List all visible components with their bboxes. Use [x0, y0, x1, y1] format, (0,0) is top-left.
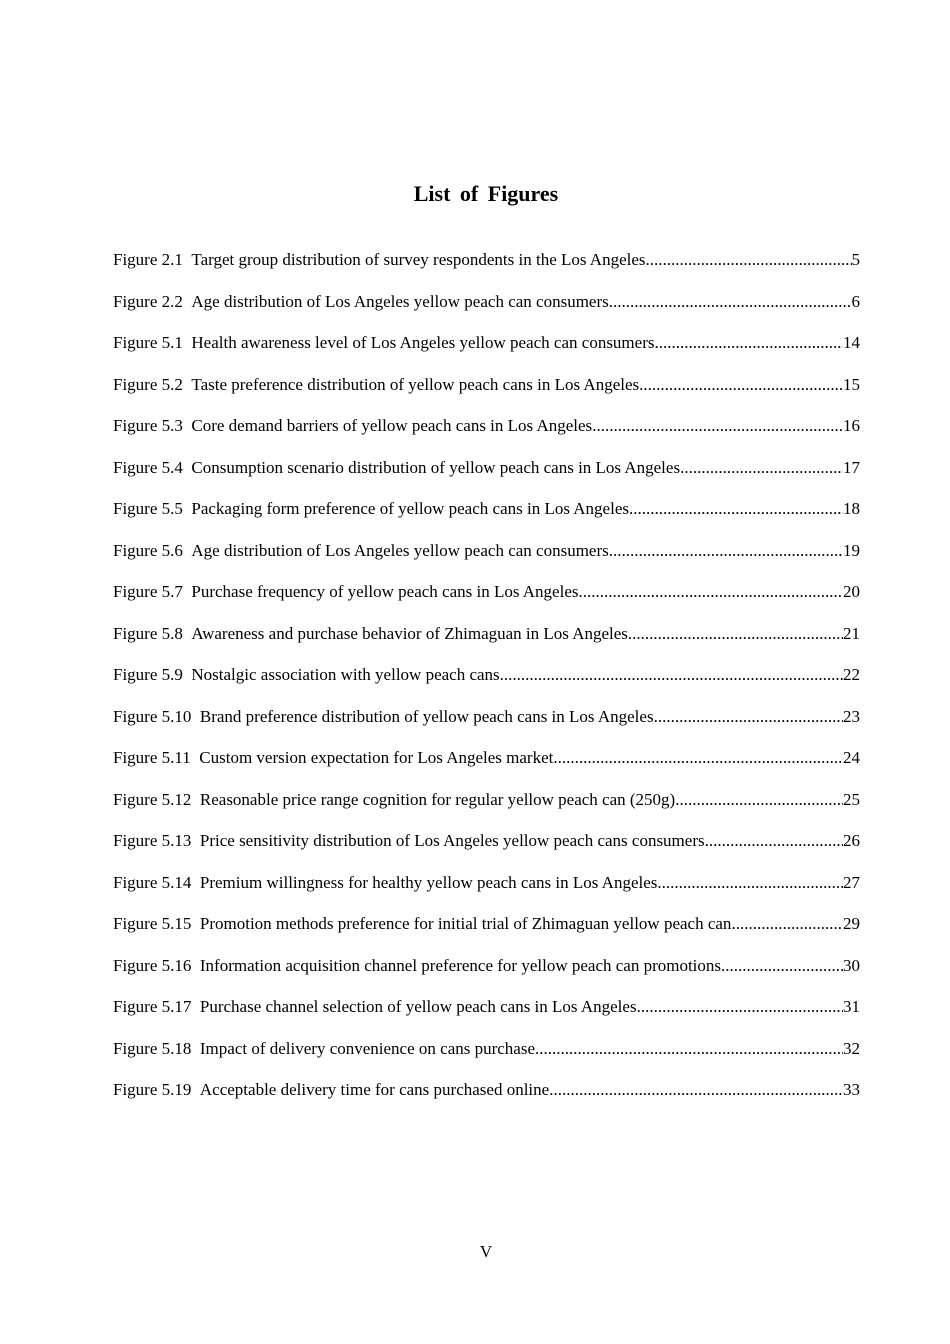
figure-page-number: 20 — [843, 582, 860, 601]
dot-leader — [535, 1037, 843, 1061]
page-number: V — [479, 1242, 493, 1261]
figure-title: Information acquisition channel preference for yellow peach can promotions — [199, 955, 722, 975]
figure-page-number: 23 — [843, 706, 860, 726]
figure-title: Nostalgic association with yellow peach cans — [191, 665, 500, 684]
figure-title: Packaging form preference of yellow peach cans in Los Angeles — [191, 499, 629, 518]
figure-number: Figure 5.8 — [113, 623, 183, 643]
figure-page-number: 18 — [843, 499, 860, 518]
figure-title: Health awareness level of Los Angeles yellow peach can consumers — [191, 333, 655, 352]
dot-leader — [721, 954, 843, 978]
figure-number: Figure 5.12 — [113, 789, 192, 809]
figure-entry[interactable] — [113, 331, 860, 373]
figure-title: Premium willingness for healthy yellow peach cans in Los Angeles — [199, 872, 658, 892]
figure-entry[interactable] — [113, 788, 860, 830]
figure-entry[interactable] — [113, 580, 860, 622]
figure-number: Figure 5.6 — [113, 540, 183, 560]
figure-entry[interactable] — [113, 746, 860, 788]
figure-entry[interactable] — [113, 373, 860, 415]
figure-entry[interactable] — [113, 871, 860, 913]
figure-entry[interactable] — [113, 290, 860, 332]
figure-number: Figure 5.2 — [113, 374, 183, 394]
figure-title: Purchase frequency of yellow peach cans in Los Angeles — [191, 582, 579, 601]
figure-title: Price sensitivity distribution of Los Angeles yellow peach cans consumers — [199, 831, 705, 850]
figure-entry[interactable] — [113, 539, 860, 581]
figure-number: Figure 2.1 — [113, 250, 183, 269]
figure-entry[interactable] — [113, 622, 860, 664]
dot-leader — [609, 290, 852, 314]
figure-entry[interactable] — [113, 248, 860, 290]
figure-page-number: 30 — [843, 955, 860, 975]
figure-title: Acceptable delivery time for cans purchased online — [199, 1080, 550, 1099]
figure-number: Figure 5.10 — [113, 706, 192, 726]
figure-number: Figure 5.16 — [113, 955, 192, 975]
figure-entry[interactable] — [113, 456, 860, 498]
figure-entry[interactable] — [113, 497, 860, 539]
page-title: List of Figures — [413, 181, 559, 206]
figure-page-number: 31 — [843, 997, 860, 1016]
dot-leader — [654, 705, 843, 729]
figure-entry[interactable] — [113, 995, 860, 1037]
figure-number: Figure 5.13 — [113, 831, 192, 850]
figure-page-number: 22 — [843, 665, 860, 684]
dot-leader — [578, 580, 843, 604]
figure-title: Purchase channel selection of yellow peach cans in Los Angeles — [199, 997, 637, 1016]
dot-leader — [705, 829, 843, 853]
dot-leader — [549, 1078, 843, 1102]
figure-number: Figure 5.4 — [113, 457, 183, 477]
figure-entry[interactable] — [113, 1037, 860, 1079]
figure-number: Figure 5.17 — [113, 997, 192, 1016]
figure-title: Age distribution of Los Angeles yellow peach can consumers — [191, 540, 609, 560]
dot-leader — [731, 912, 843, 936]
dot-leader — [629, 497, 843, 521]
figure-number: Figure 5.18 — [113, 1038, 192, 1058]
figure-number: Figure 5.15 — [113, 914, 192, 933]
figure-title: Promotion methods preference for initial trial of Zhimaguan yellow peach can — [199, 914, 732, 933]
figure-title: Custom version expectation for Los Angeles market — [199, 748, 554, 767]
figure-page-number: 17 — [843, 457, 860, 477]
dot-leader — [646, 248, 852, 272]
figure-page-number: 6 — [851, 291, 860, 311]
dot-leader — [637, 995, 843, 1019]
figure-title: Brand preference distribution of yellow peach cans in Los Angeles — [199, 706, 654, 726]
figure-entry[interactable] — [113, 663, 860, 705]
figure-page-number: 21 — [843, 623, 860, 643]
dot-leader — [553, 746, 843, 770]
figure-number: Figure 5.9 — [113, 665, 183, 684]
dot-leader — [500, 663, 843, 687]
figure-page-number: 19 — [843, 540, 860, 560]
figure-entry[interactable] — [113, 912, 860, 954]
figure-page-number: 24 — [843, 748, 860, 767]
figure-page-number: 26 — [843, 831, 860, 850]
figure-entry[interactable] — [113, 414, 860, 456]
figure-title: Awareness and purchase behavior of Zhimaguan in Los Angeles — [191, 623, 628, 643]
figure-number: Figure 5.1 — [113, 333, 183, 352]
figure-title: Consumption scenario distribution of yellow peach cans in Los Angeles — [191, 457, 681, 477]
figure-page-number: 33 — [843, 1080, 860, 1099]
figure-title: Reasonable price range cognition for regular yellow peach can (250g) — [199, 789, 676, 809]
figure-number: Figure 5.19 — [113, 1080, 192, 1099]
figure-list — [113, 248, 860, 1120]
dot-leader — [609, 539, 843, 563]
figure-title: Taste preference distribution of yellow peach cans in Los Angeles — [191, 374, 640, 394]
figure-page-number: 16 — [843, 416, 860, 435]
figure-page-number: 27 — [843, 872, 860, 892]
figure-page-number: 14 — [843, 333, 860, 352]
figure-entry[interactable] — [113, 705, 860, 747]
dot-leader — [657, 871, 843, 895]
figure-entry[interactable] — [113, 1078, 860, 1120]
figure-number: Figure 5.7 — [113, 582, 183, 601]
figure-number: Figure 5.5 — [113, 499, 183, 518]
dot-leader — [628, 622, 843, 646]
figure-number: Figure 5.11 — [113, 748, 191, 767]
dot-leader — [675, 788, 843, 812]
figure-title: Core demand barriers of yellow peach cans in Los Angeles — [191, 416, 593, 435]
figure-page-number: 5 — [851, 250, 860, 269]
figure-entry[interactable] — [113, 829, 860, 871]
dot-leader — [680, 456, 843, 480]
figure-page-number: 32 — [843, 1038, 860, 1058]
dot-leader — [639, 373, 843, 397]
figure-title: Impact of delivery convenience on cans purchase — [199, 1038, 536, 1058]
figure-page-number: 15 — [843, 374, 860, 394]
dot-leader — [592, 414, 843, 438]
figure-number: Figure 5.14 — [113, 872, 192, 892]
figure-number: Figure 2.2 — [113, 291, 183, 311]
figure-entry[interactable] — [113, 954, 860, 996]
figure-title: Target group distribution of survey respondents in the Los Angeles — [191, 250, 646, 269]
figure-page-number: 29 — [843, 914, 860, 933]
figure-number: Figure 5.3 — [113, 416, 183, 435]
figure-page-number: 25 — [843, 789, 860, 809]
figure-title: Age distribution of Los Angeles yellow peach can consumers — [191, 291, 609, 311]
dot-leader — [654, 331, 843, 355]
